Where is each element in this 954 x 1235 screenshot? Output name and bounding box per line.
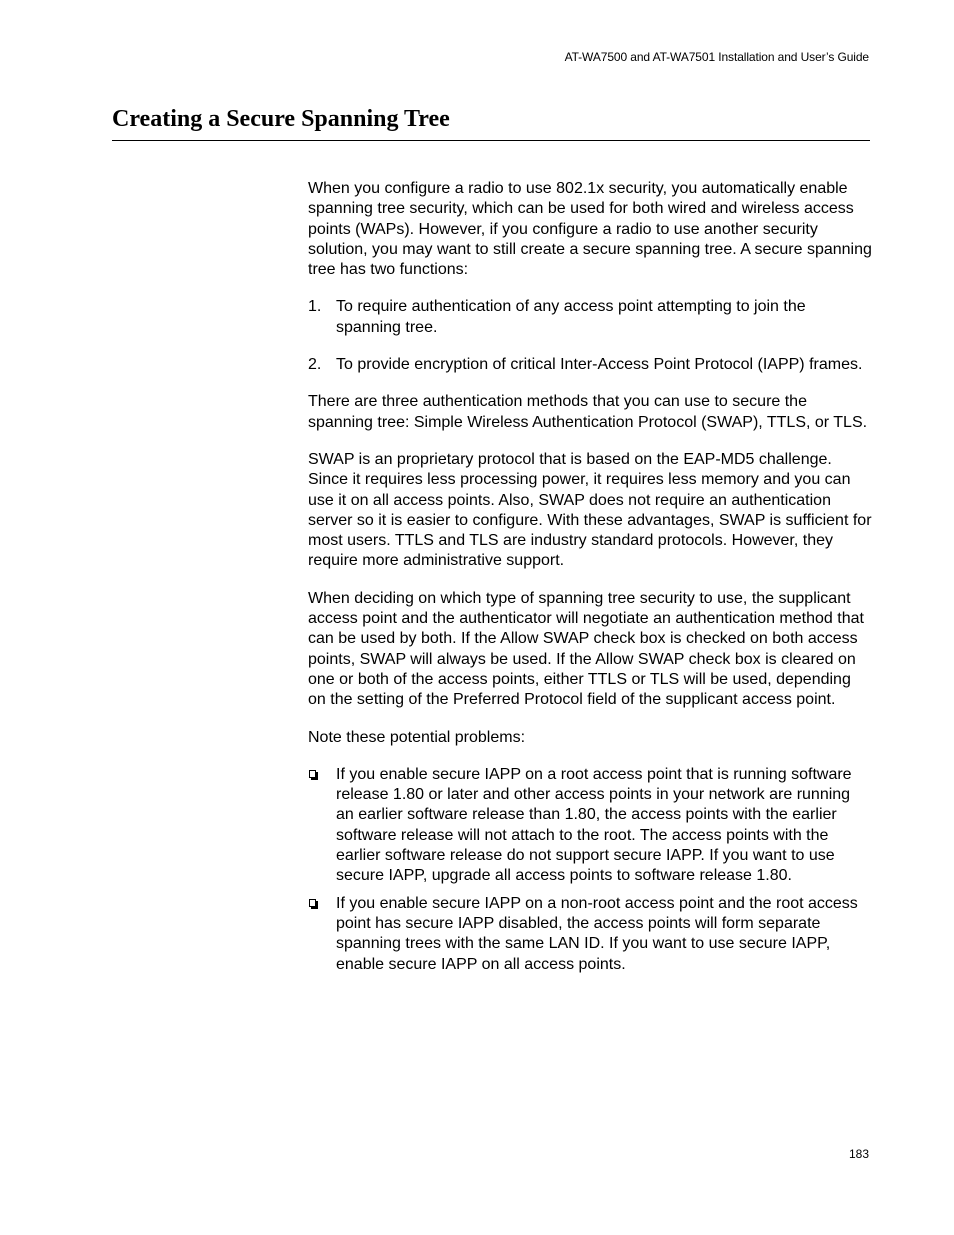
function-text: To provide encryption of critical Inter-Access Point Protocol (IAPP) frames.	[336, 356, 863, 374]
intro-paragraph: When you configure a radio to use 802.1x security, you automatically enable spanning tree security, which can be used for both wired and wireless access points (WAPs). However, if you configure a radio to use another security solution, you may want to still create a secure spanning tree. A secure spanning tree has two functions:	[308, 180, 872, 279]
page-number: 183	[848, 1147, 869, 1161]
running-header: AT-WA7500 and AT-WA7501 Installation and User’s Guide	[564, 50, 869, 64]
methods-paragraph: There are three authentication methods that you can use to secure the spanning tree: Simple Wireless Authentication Protocol (SWAP), TTLS, or TLS.	[308, 393, 868, 431]
title-rule	[112, 140, 870, 141]
function-item	[308, 297, 872, 338]
deciding-paragraph: When deciding on which type of spanning tree security to use, the supplicant access point and the authenticator will negotiate an authentication method that can be used by both. If the Allow SWAP check box is checked on both access points, SWAP will always be used. If the Allow SWAP check box is cleared on one or both of the access points, either TTLS or TLS will be used, depending on the setting of the Preferred Protocol field of the supplicant access point.	[308, 589, 864, 709]
checkbox-bullet-icon	[309, 770, 316, 778]
function-number: 1.	[308, 298, 322, 316]
problem-text: If you enable secure IAPP on a root access point that is running software release 1.80 or later and other access points in your network are running an earlier software release than 1.80, the access points with the earlier software release will not attach to the root. The access points with the earlier software release do not support secure IAPP. If you want to use secure IAPP, upgrade all access points to software release 1.80.	[336, 765, 852, 885]
function-number: 2.	[308, 356, 322, 374]
problem-item	[308, 894, 872, 975]
problem-text: If you enable secure IAPP on a non-root access point and the root access point has secure IAPP disabled, the access points will form separate spanning trees with the same LAN ID. If you want to use secure IAPP, enable secure IAPP on all access points.	[336, 894, 858, 973]
swap-paragraph: SWAP is an proprietary protocol that is based on the EAP-MD5 challenge. Since it requires less processing power, it requires less memory and you can use it on all access points. Also, SWAP does not require an authentication server so it is easier to configure. With these advantages, SWAP is sufficient for most users. TTLS and TLS are industry standard protocols. However, they require more administrative support.	[308, 450, 872, 570]
section-title: Creating a Secure Spanning Tree	[112, 106, 450, 132]
note-intro: Note these potential problems:	[308, 728, 526, 746]
function-text: To require authentication of any access point attempting to join the spanning tree.	[336, 298, 806, 336]
function-item	[308, 355, 872, 375]
checkbox-bullet-icon	[309, 899, 316, 907]
body-content	[308, 179, 872, 982]
problem-item	[308, 765, 872, 887]
